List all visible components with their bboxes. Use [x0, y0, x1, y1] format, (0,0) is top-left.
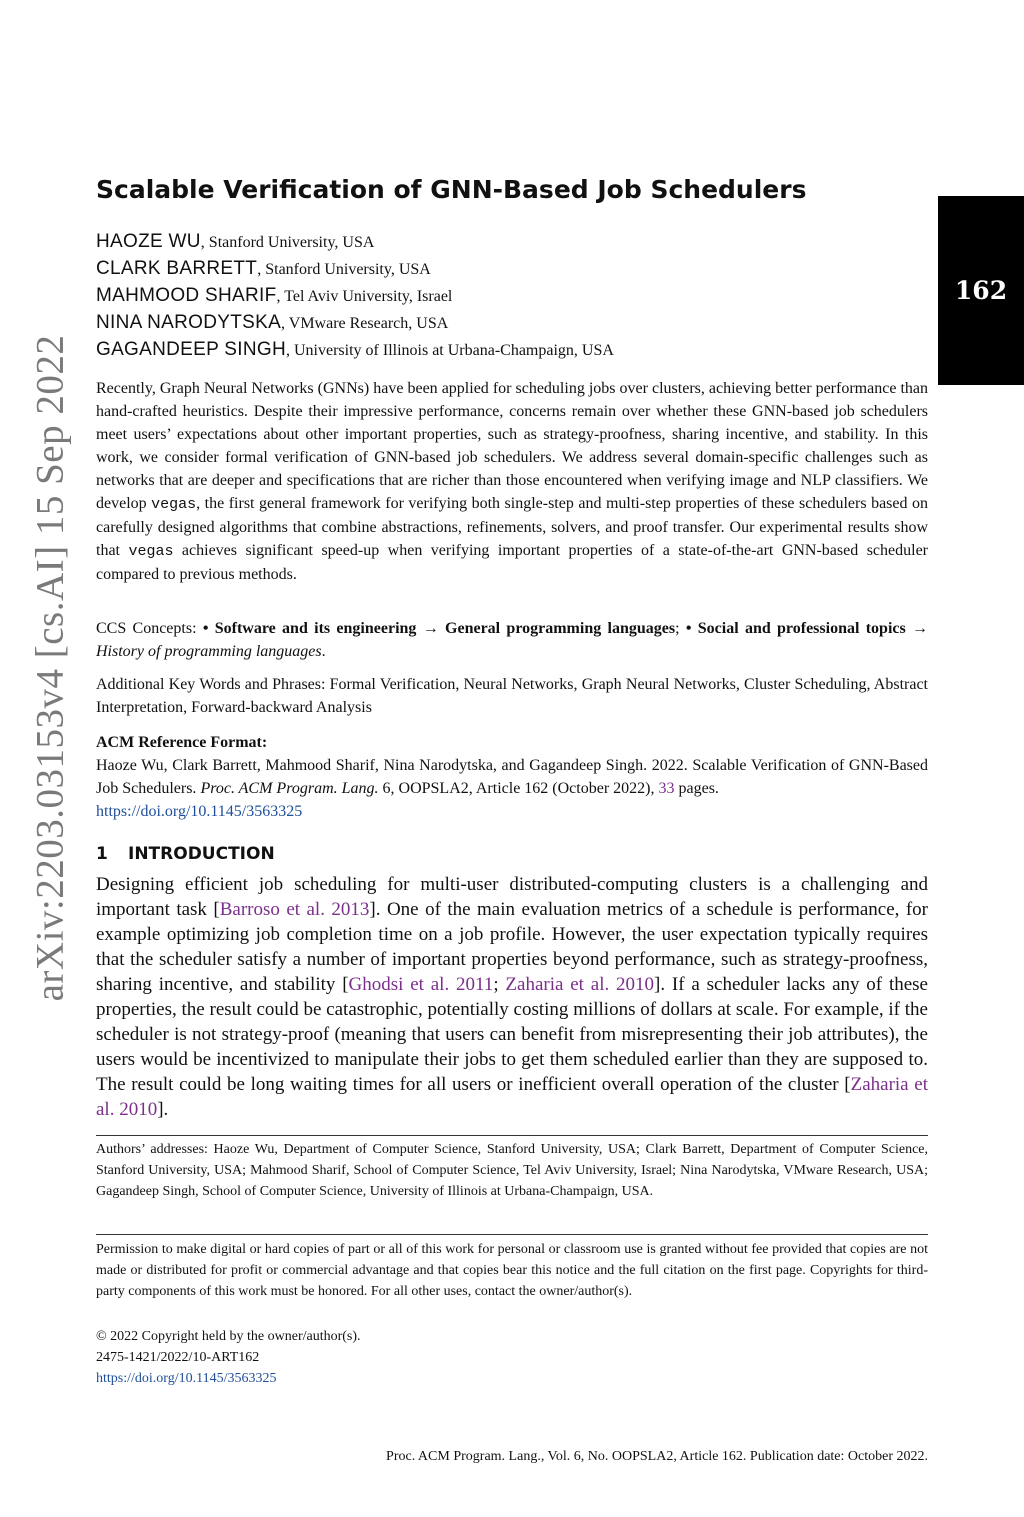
abstract-text: , the first general framework for verifying both single-step and multi-step properties of these schedulers based on carefully designed algorithms that combine abstractions, refinements, solvers, and proof transfer. Our experimental results show that [96, 495, 928, 559]
author-entry: CLARK BARRETT, Stanford University, USA [96, 258, 431, 279]
journal-name: Proc. ACM Program. Lang. [200, 780, 379, 797]
section-title: INTRODUCTION [128, 844, 275, 864]
section-heading [96, 842, 275, 866]
abstract-text: Recently, Graph Neural Networks (GNNs) have been applied for scheduling jobs over clusters, achieving better performance than hand-crafted heuristics. Despite their impressive performance, concerns remain over whether these GNN-based job schedulers meet users’ expectations about other important properties, such as strategy-proofness, sharing incentive, and stability. In this work, we consider formal verification of GNN-based job schedulers. We address several domain-specific challenges such as networks that are deeper and specifications that are richer than those encountered when verifying image and NLP classifiers. We develop [96, 380, 928, 512]
author-name: HAOZE WU [96, 231, 201, 252]
citation-link[interactable]: Barroso et al. 2013 [219, 899, 370, 920]
ccs-topic: • Software and its engineering [202, 620, 417, 637]
paper-title: Scalable Verification of GNN-Based Job Schedulers [96, 175, 807, 204]
intro-text: ; [493, 974, 506, 995]
ccs-arrow: → [905, 620, 929, 637]
ccs-concept: History of programming languages [96, 643, 322, 660]
tool-name: vegas [128, 543, 174, 560]
article-number-tab [938, 196, 1024, 385]
citation-link[interactable]: Zaharia et al. 2010 [505, 974, 655, 995]
ccs-arrow: → [416, 620, 446, 637]
author-entry: GAGANDEEP SINGH, University of Illinois at Urbana-Champaign, USA [96, 339, 614, 360]
footnote-divider [96, 1135, 928, 1136]
reference-text: pages. [674, 780, 719, 797]
acm-reference [96, 731, 928, 823]
citation-link[interactable]: Ghodsi et al. 2011 [348, 974, 494, 995]
keywords: Additional Key Words and Phrases: Formal Verification, Neural Networks, Graph Neural Networks, Cluster Scheduling, Abstract Interpretation, Forward-backward Analysis [96, 676, 928, 716]
author-list [96, 228, 916, 363]
author-name: MAHMOOD SHARIF [96, 285, 277, 306]
citation-link[interactable]: Zaharia et al. 2010 [96, 1074, 928, 1120]
author-entry: MAHMOOD SHARIF, Tel Aviv University, Israel [96, 285, 453, 306]
abstract [96, 377, 928, 586]
issn-line: 2475-1421/2022/10-ART162 [96, 1350, 260, 1365]
permission-notice: Permission to make digital or hard copies of part or all of this work for personal or classroom use is granted without fee provided that copies are not made or distributed for profit or commercial advantage and that copies bear this notice and the full citation on the first page. Copyrights for third-party components of this work must be honored. For all other uses, contact the owner/author(s). [96, 1242, 928, 1299]
footer-doi-link[interactable]: https://doi.org/10.1145/3563325 [96, 1371, 277, 1386]
page-count-link[interactable]: 33 [658, 780, 675, 797]
reference-text: 6, OOPSLA2, Article 162 (October 2022), [378, 780, 659, 797]
intro-text: ]. If a scheduler lacks any of these properties, the result could be catastrophic, potentially costing millions of dollars at scale. For example, if the scheduler is not strategy-proof (meaning that users can benefit from misrepresenting their job attributes), the users would be incentivized to manipulate their jobs to get them scheduled earlier than they are supposed to. The result could be long waiting times for all users or inefficient overall operation of the cluster [ [96, 974, 928, 1095]
author-name: CLARK BARRETT [96, 258, 258, 279]
ccs-separator: ; [675, 620, 686, 637]
author-entry: NINA NARODYTSKA, VMware Research, USA [96, 312, 449, 333]
ccs-end: . [321, 643, 326, 660]
ccs-label: CCS Concepts: [96, 620, 203, 637]
reference-text: Haoze Wu, Clark Barrett, Mahmood Sharif, Nina Narodytska, and Gagandeep Singh. 2022. Scalable Verification of GNN-Based Job Schedulers. [96, 757, 928, 797]
permission-divider [96, 1234, 928, 1235]
article-number: 162 [954, 276, 1008, 305]
section-number: 1 [96, 844, 108, 864]
author-affiliation: Tel Aviv University, Israel [284, 288, 453, 305]
page-footer: Proc. ACM Program. Lang., Vol. 6, No. OOPSLA2, Article 162. Publication date: October 2022. [386, 1449, 928, 1464]
abstract-text: achieves significant speed-up when verifying important properties of a state-of-the-art GNN-based scheduler compared to previous methods. [96, 542, 928, 583]
ccs-topic: • Social and professional topics [685, 620, 906, 637]
author-affiliation: University of Illinois at Urbana-Champaign, USA [293, 342, 614, 359]
author-name: GAGANDEEP SINGH [96, 339, 286, 360]
ccs-concept: General programming languages [445, 620, 676, 637]
acm-reference-heading: ACM Reference Format: [96, 734, 268, 751]
ccs-concepts [96, 617, 928, 663]
arxiv-stamp [20, 300, 80, 1035]
arxiv-id: arXiv:2203.03153v4 [cs.AI] 15 Sep 2022 [28, 334, 72, 1001]
intro-text: ]. [157, 1099, 169, 1120]
intro-text: Designing efficient job scheduling for multi-user distributed-computing clusters is a challenging and important task [ [96, 874, 928, 920]
author-name: NINA NARODYTSKA [96, 312, 282, 333]
copyright-line: © 2022 Copyright held by the owner/author(s). [96, 1329, 361, 1344]
tool-name: vegas [151, 496, 197, 513]
intro-text: ]. One of the main evaluation metrics of a schedule is performance, for example optimizing job completion time on a job profile. However, the user expectation typically requires that the scheduler satisfy a number of important properties beyond performance, such as strategy-proofness, sharing incentive, and stability [ [96, 899, 929, 995]
doi-link[interactable]: https://doi.org/10.1145/3563325 [96, 803, 303, 820]
intro-paragraph [96, 872, 928, 1122]
author-entry: HAOZE WU, Stanford University, USA [96, 231, 375, 252]
author-affiliation: Stanford University, USA [265, 261, 431, 278]
author-addresses: Authors’ addresses: Haoze Wu, Department of Computer Science, Stanford University, USA; Clark Barrett, Department of Computer Science, Stanford University, USA; Mahmood Sharif, School of Computer Science, Tel Aviv University, Israel; Nina Narodytska, VMware Research, USA; Gagandeep Singh, School of Computer Science, University of Illinois at Urbana-Champaign, USA. [96, 1142, 928, 1199]
author-affiliation: VMware Research, USA [288, 315, 449, 332]
author-affiliation: Stanford University, USA [208, 234, 375, 251]
